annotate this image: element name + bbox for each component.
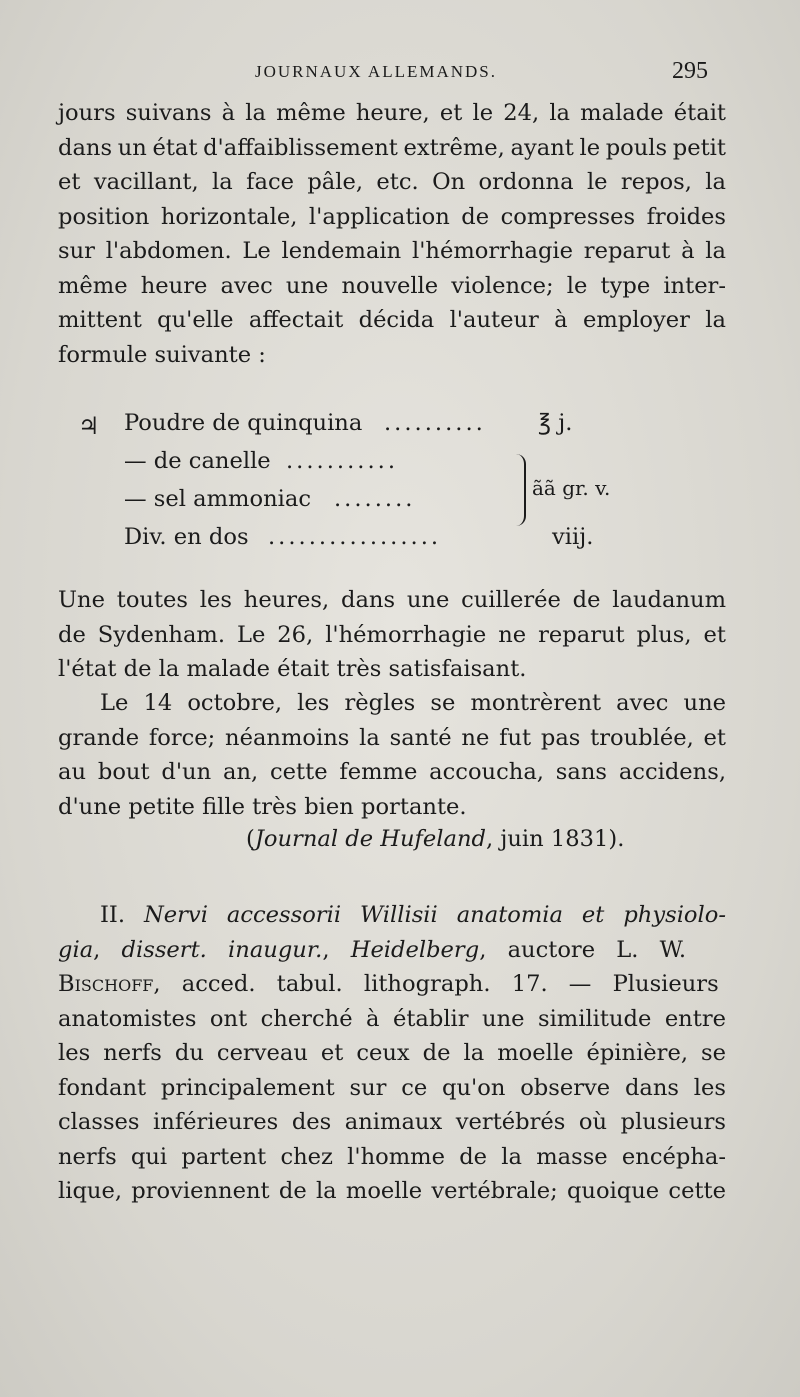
section-number: II. — [100, 902, 126, 928]
ingredient: Poudre de quinquina — [124, 410, 363, 436]
separator: , — [322, 936, 351, 963]
ingredient: — sel ammoniac — [124, 486, 311, 512]
dose: viij. — [552, 524, 594, 550]
journal-citation — [246, 826, 624, 852]
section-title-line — [58, 898, 726, 933]
leader-dots: ........... — [286, 448, 399, 474]
place: Heidelberg — [350, 936, 480, 963]
text-line: Le 14 octobre, les règles se montrèrent avec une — [100, 690, 726, 716]
dissertation: dissert. inaugur. — [121, 936, 323, 963]
text-line: fondant principalement sur ce qu'on observe dans les — [58, 1074, 726, 1101]
text-line: les nerfs du cerveau et ceux de la moelle épinière, se — [58, 1040, 726, 1066]
text-line — [58, 967, 726, 1002]
ingredient: Div. en dos — [124, 524, 249, 550]
page-number: 295 — [672, 58, 708, 84]
text-line: jours suivans à la même heure, et le 24, la malade était — [58, 100, 726, 126]
text-line: dans un état d'affaiblissement extrême, ayant le pouls petit — [58, 134, 726, 161]
author-name: Bischoff — [58, 971, 154, 997]
plates-note: , acced. tabul. lithograph. 17. — Plusieurs — [153, 971, 719, 997]
text-line: mittent qu'elle affectait décida l'auteur à employer la — [58, 307, 726, 333]
leader-dots: ........ — [334, 486, 416, 512]
citation-open: ( — [246, 826, 255, 852]
leader-dots: ................. — [268, 524, 442, 550]
section-title-cont: gia — [58, 936, 94, 963]
shared-dose: ãã gr. v. — [532, 476, 611, 500]
text-line: anatomistes ont cherché à établir une similitude entre — [58, 1005, 726, 1032]
citation-journal: Journal de Hufeland — [254, 826, 486, 852]
section-title-line — [58, 933, 726, 968]
text-line: grande force; néanmoins la santé ne fut pas troublée, et — [58, 724, 726, 751]
text-line: de Sydenham. Le 26, l'hémorrhagie ne reparut plus, et — [58, 621, 726, 648]
text-line: d'une petite fille très bien portante. — [58, 793, 467, 820]
section-title: Nervi accessorii Willisii anatomia et physiolo- — [143, 902, 726, 928]
text-line: formule suivante : — [58, 341, 266, 368]
text-line: l'état de la malade était très satisfaisant. — [58, 656, 527, 682]
text-line: même heure avec une nouvelle violence; le type inter- — [58, 272, 726, 299]
auctore: , auctore L. W. — [479, 936, 687, 963]
recipe-symbol: ♃ — [78, 412, 100, 440]
page-header — [0, 58, 800, 88]
leader-dots: .......... — [384, 410, 486, 436]
text-line: nerfs qui partent chez l'homme de la masse encépha- — [58, 1143, 726, 1170]
text-line: et vacillant, la face pâle, etc. On ordonna le repos, la — [58, 169, 726, 195]
section-two — [58, 898, 726, 1209]
text-line: Une toutes les heures, dans une cuillerée de laudanum — [58, 587, 726, 613]
text-line: position horizontale, l'application de compresses froides — [58, 203, 726, 230]
citation-close: ). — [608, 826, 625, 852]
text-line: lique, proviennent de la moelle vertébrale; quoique cette — [58, 1178, 726, 1204]
running-head: JOURNAUX ALLEMANDS. — [255, 62, 498, 81]
separator: , — [93, 936, 122, 963]
text-line: sur l'abdomen. Le lendemain l'hémorrhagie reparut à la — [58, 238, 726, 264]
dose: ℥ j. — [538, 410, 573, 436]
ingredient: — de canelle — [124, 448, 271, 474]
intro-paragraph — [58, 96, 726, 372]
text-line: au bout d'un an, cette femme accoucha, sans accidens, — [58, 759, 726, 785]
citation-date: , juin 1831 — [485, 826, 609, 852]
dosage-paragraph — [58, 583, 726, 687]
text-line: classes inférieures des animaux vertébrés où plusieurs — [58, 1109, 726, 1135]
brace — [514, 454, 526, 526]
october-paragraph — [58, 686, 726, 824]
